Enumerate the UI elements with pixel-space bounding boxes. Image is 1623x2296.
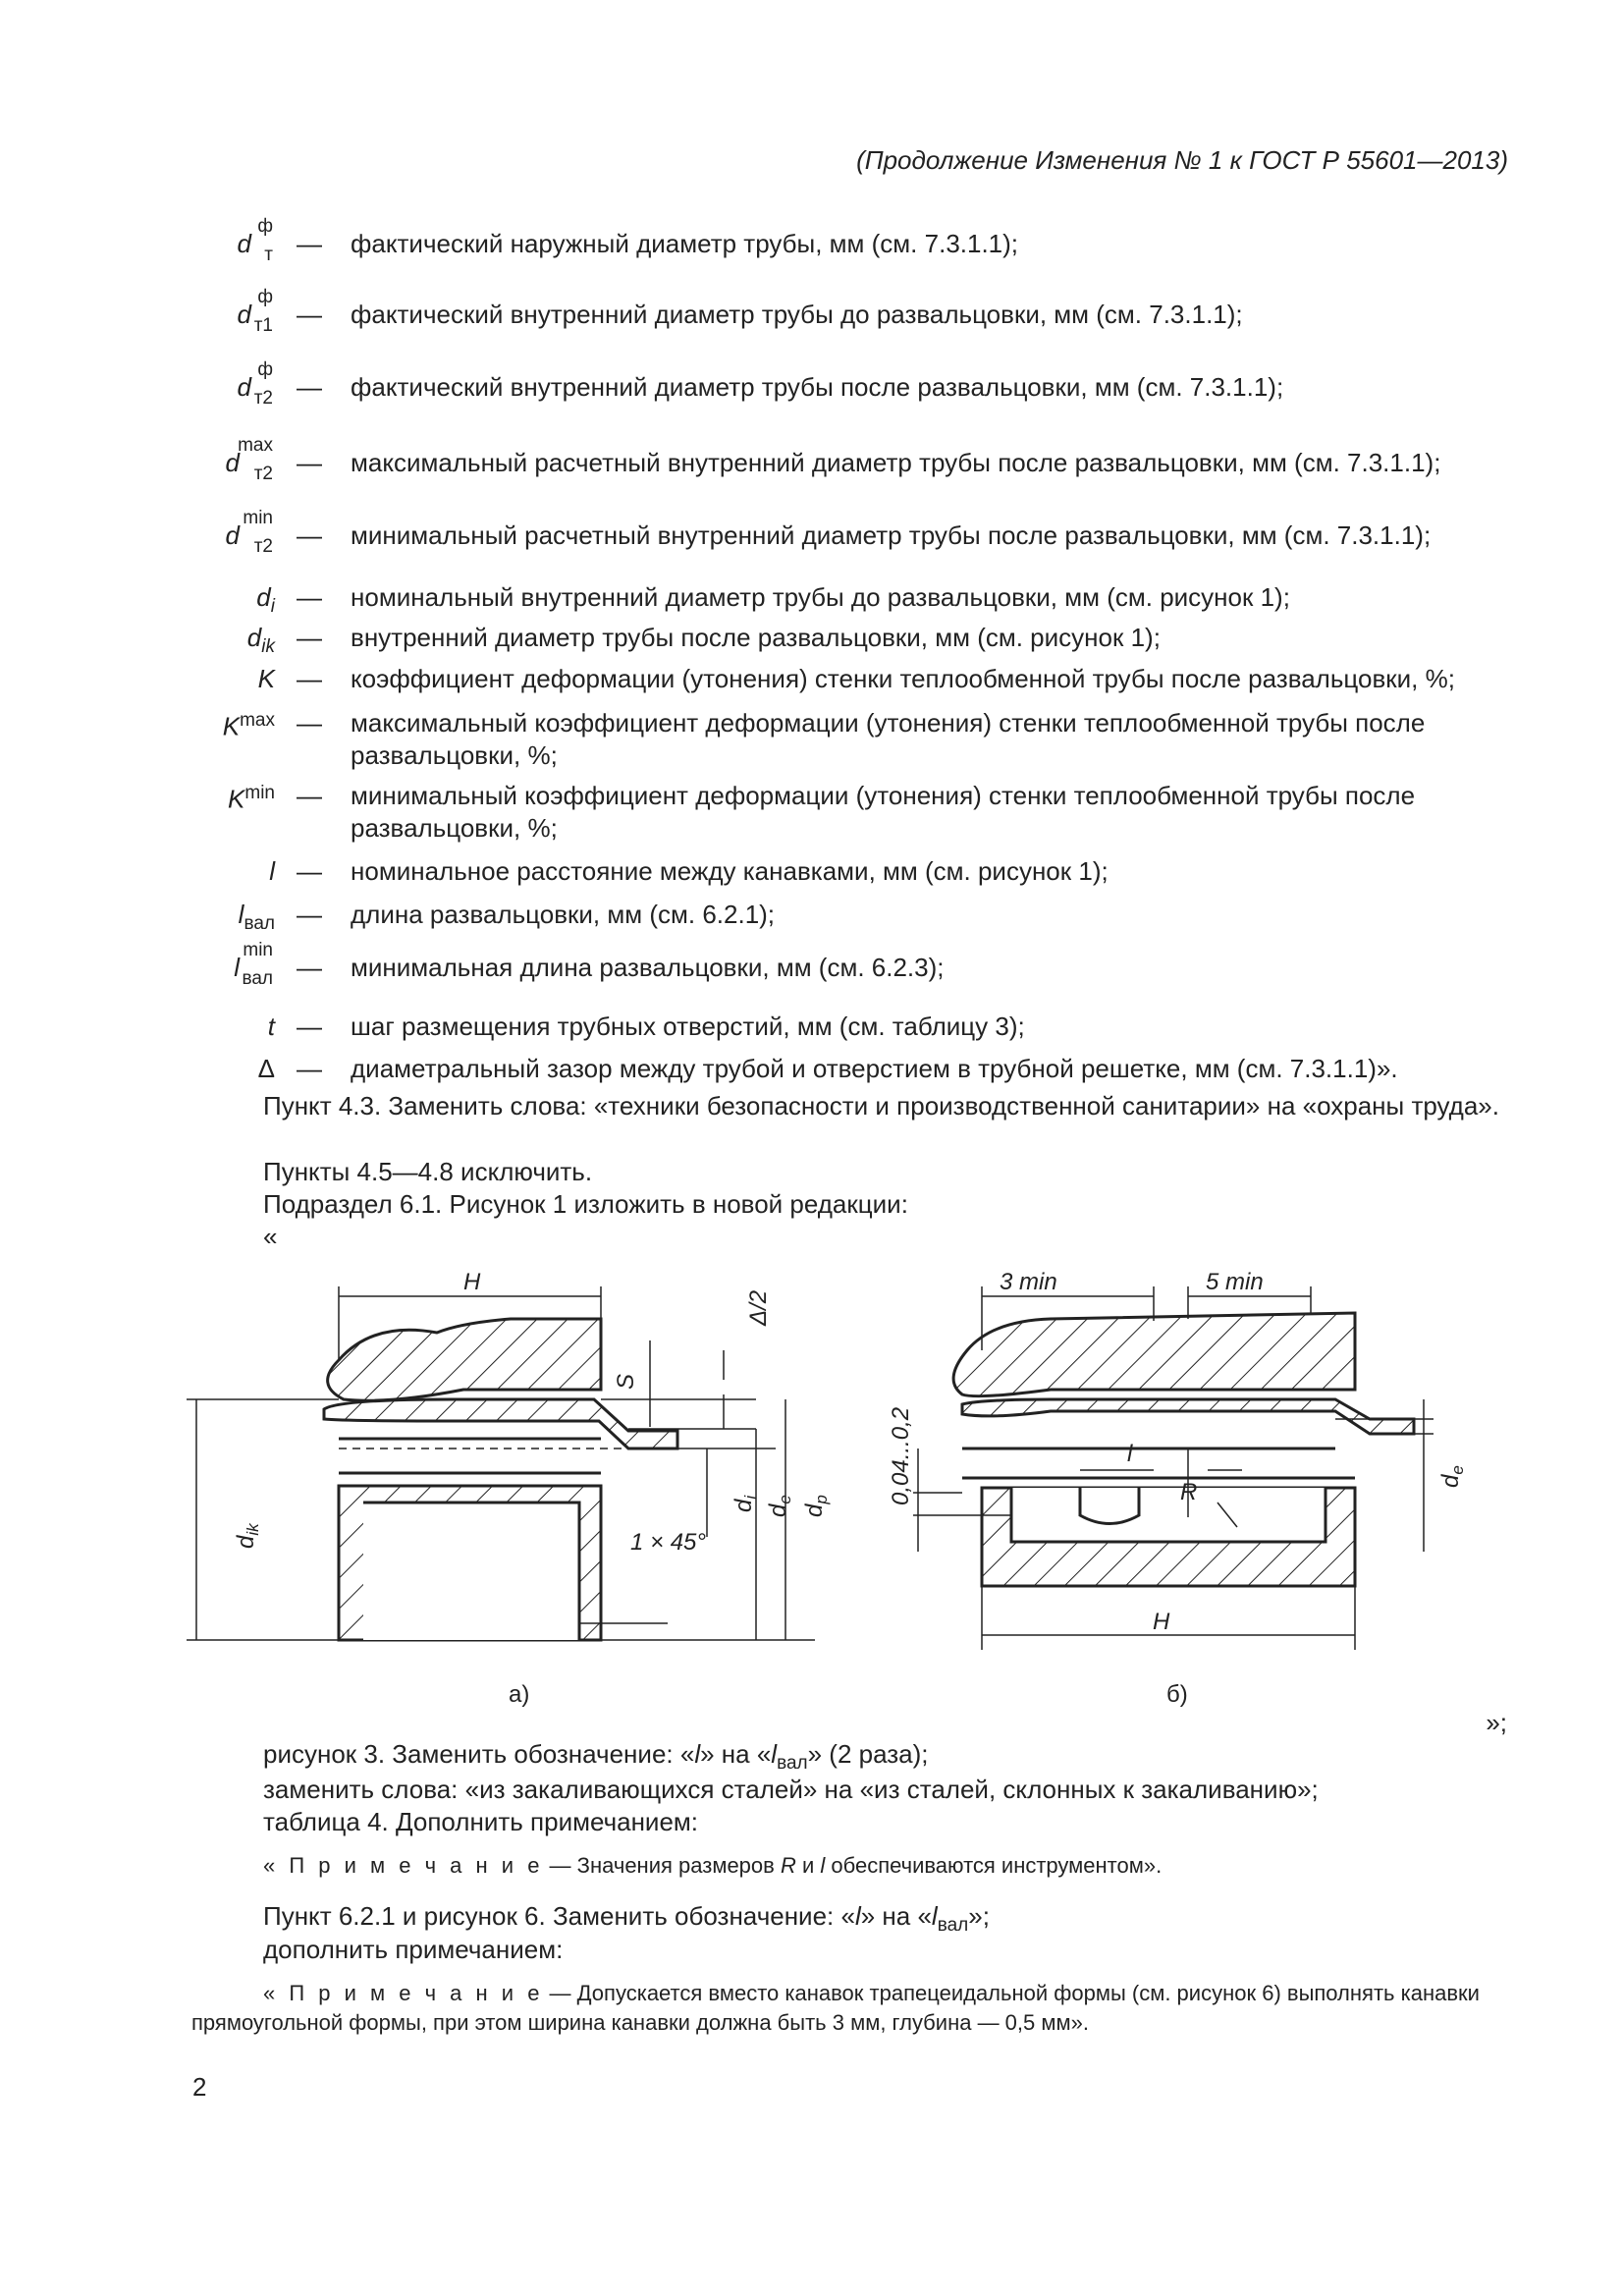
definition-item — [177, 622, 1512, 658]
definition-text: внутренний диаметр трубы после развальцовки, мм (см. рисунок 1); — [351, 623, 1161, 652]
definition-dash: — — [297, 582, 322, 612]
definition-symbol: d ф т — [237, 216, 273, 265]
definition-dash: — — [297, 856, 322, 886]
definition-item — [177, 1011, 1512, 1043]
definition-symbol: d min т2 — [225, 508, 273, 557]
definition-dash: — — [297, 781, 322, 810]
fig-b-l: l — [1127, 1441, 1133, 1467]
fig-a-S: S — [613, 1373, 639, 1390]
page-number: 2 — [192, 2072, 207, 2102]
fig-a-dp-sub: p — [812, 1495, 831, 1504]
svg-text:dp — [801, 1495, 831, 1517]
definition-item — [177, 287, 1512, 336]
definition-item — [177, 940, 1512, 989]
fig-a-caption: а) — [509, 1681, 530, 1708]
fig-b-de-sub: e — [1448, 1465, 1467, 1475]
definition-dash: — — [297, 664, 322, 693]
definition-item — [177, 663, 1512, 695]
svg-text:dik — [233, 1522, 262, 1549]
definition-symbol: $d_i$ — [256, 582, 275, 618]
definition-symbol: Δ — [257, 1054, 275, 1083]
definition-text: минимальный коэффициент деформации (утонения) стенки теплообменной трубы после развальцовки, %; — [351, 781, 1416, 843]
definition-dash: — — [297, 900, 322, 929]
close-quote: »; — [1486, 1708, 1507, 1737]
note-1: « П р и м е ч а н и е — Значения размеров R и l обеспечиваются инструментом». — [263, 1853, 1163, 1878]
fig-b-de: d — [1437, 1474, 1464, 1488]
paragraph-4-3: Пункт 4.3. Заменить слова: «техники безопасности и производственной санитарии» на «охраны труда». — [263, 1091, 1499, 1121]
definition-text: длина развальцовки, мм (см. 6.2.1); — [351, 900, 776, 929]
definition-symbol: l — [269, 856, 275, 886]
definition-dash: — — [297, 229, 322, 258]
fig-a-dik-sub: ik — [243, 1523, 262, 1536]
definition-symbol: $K^{min}$ — [228, 783, 275, 814]
fig-a-dp: d — [801, 1503, 828, 1517]
definition-symbol: d max т2 — [225, 435, 273, 484]
definition-text: фактический внутренний диаметр трубы до развальцовки, мм (см. 7.3.1.1); — [351, 300, 1243, 329]
definition-item — [177, 780, 1512, 845]
definition-text: номинальное расстояние между канавками, мм (см. рисунок 1); — [351, 856, 1109, 886]
definition-symbol: $d_{ik}$ — [246, 623, 275, 658]
fig-a-de: d — [765, 1503, 791, 1517]
definition-item — [177, 1053, 1512, 1085]
definition-dash: — — [297, 1011, 322, 1041]
definition-symbol: t — [267, 1011, 275, 1041]
definition-text: минимальный расчетный внутренний диаметр трубы после развальцовки, мм (см. 7.3.1.1); — [351, 520, 1432, 550]
fig-b-caption: б) — [1166, 1681, 1188, 1708]
note-2: « П р и м е ч а н и е — Допускается вместо канавок трапецеидальной формы (см. рисунок 6) выполнять канавки прямоугольной формы, при этом ширина канавки должна быть 3 мм, глубина — 0,5 мм». — [191, 1981, 1480, 2035]
fig-a-chamfer: 1 × 45° — [630, 1529, 706, 1556]
figure-1 — [206, 1252, 1467, 1714]
figure-a — [187, 1286, 815, 1640]
definition-text: фактический наружный диаметр трубы, мм (см. 7.3.1.1); — [351, 229, 1019, 258]
paragraph-tab4: таблица 4. Дополнить примечанием: — [263, 1807, 699, 1836]
definition-text: коэффициент деформации (утонения) стенки теплообменной трубы после развальцовки, %; — [351, 664, 1455, 693]
paragraph-dopolnit: дополнить примечанием: — [263, 1935, 564, 1964]
fig-b-5min: 5 min — [1206, 1269, 1264, 1295]
fig-a-delta2: Δ/2 — [745, 1289, 772, 1326]
paragraph-4-5: Пункты 4.5—4.8 исключить. — [263, 1157, 593, 1186]
fig-b-range: 0,04...0,2 — [888, 1406, 914, 1505]
fig-b-R: R — [1180, 1479, 1198, 1505]
definition-symbol: d ф т2 — [237, 359, 273, 409]
definition-dash: — — [297, 372, 322, 402]
fig-b-H: H — [1153, 1609, 1170, 1635]
fig-a-H: H — [463, 1269, 481, 1295]
definition-text: фактический внутренний диаметр трубы после развальцовки, мм (см. 7.3.1.1); — [351, 372, 1284, 402]
definition-item — [177, 855, 1512, 888]
definition-dash: — — [297, 1054, 322, 1083]
fig-b-3min: 3 min — [1000, 1269, 1057, 1295]
svg-text:de — [765, 1495, 794, 1517]
paragraph-ris3: рисунок 3. Заменить обозначение: «l» на «$l_{вал}$» (2 раза); — [263, 1739, 929, 1775]
definition-text: максимальный коэффициент деформации (утонения) стенки теплообменной трубы после развальцовки, %; — [351, 708, 1426, 770]
fig-a-di: d — [730, 1499, 757, 1512]
paragraph-6-1: Подраздел 6.1. Рисунок 1 изложить в новой редакции: — [263, 1189, 908, 1219]
definition-item — [177, 899, 1512, 935]
fig-a-dik: d — [233, 1535, 259, 1549]
definition-symbol: $K^{max}$ — [222, 710, 275, 741]
definition-symbol: d ф т1 — [237, 287, 273, 336]
definition-item — [177, 216, 1512, 265]
paragraph-zamenit: заменить слова: «из закаливающихся сталей» на «из сталей, склонных к закаливанию»; — [263, 1775, 1319, 1804]
svg-text:de — [1437, 1465, 1467, 1488]
definition-dash: — — [297, 448, 322, 477]
definition-symbol: $l_{вал}$ — [238, 900, 275, 935]
paragraph-6-2-1: Пункт 6.2.1 и рисунок 6. Заменить обозначение: «l» на «$l_{вал}$»; — [263, 1901, 990, 1937]
fig-a-di-sub: i — [741, 1495, 760, 1500]
definition-dash: — — [297, 708, 322, 738]
definition-symbol: l min вал — [234, 940, 273, 989]
definition-item — [177, 435, 1512, 484]
figure-b — [913, 1286, 1434, 1650]
definition-text: максимальный расчетный внутренний диаметр трубы после развальцовки, мм (см. 7.3.1.1); — [351, 448, 1441, 477]
definition-item — [177, 359, 1512, 409]
open-quote: « — [263, 1222, 278, 1251]
definition-text: номинальный внутренний диаметр трубы до развальцовки, мм (см. рисунок 1); — [351, 582, 1290, 612]
definition-dash: — — [297, 520, 322, 550]
definition-dash: — — [297, 953, 322, 982]
definition-item — [177, 508, 1512, 557]
definition-symbol: K — [257, 664, 275, 693]
definition-item — [177, 581, 1512, 618]
definition-text: диаметральный зазор между трубой и отверстием в трубной решетке, мм (см. 7.3.1.1)». — [351, 1054, 1398, 1083]
definition-text: шаг размещения трубных отверстий, мм (см. таблицу 3); — [351, 1011, 1025, 1041]
definition-dash: — — [297, 623, 322, 652]
definition-dash: — — [297, 300, 322, 329]
definition-item — [177, 707, 1512, 772]
page-header: (Продолжение Изменения № 1 к ГОСТ Р 55601—2013) — [856, 145, 1508, 175]
fig-a-de-sub: e — [776, 1495, 794, 1504]
svg-text:di — [730, 1495, 760, 1512]
definition-text: минимальная длина развальцовки, мм (см. 6.2.3); — [351, 953, 945, 982]
